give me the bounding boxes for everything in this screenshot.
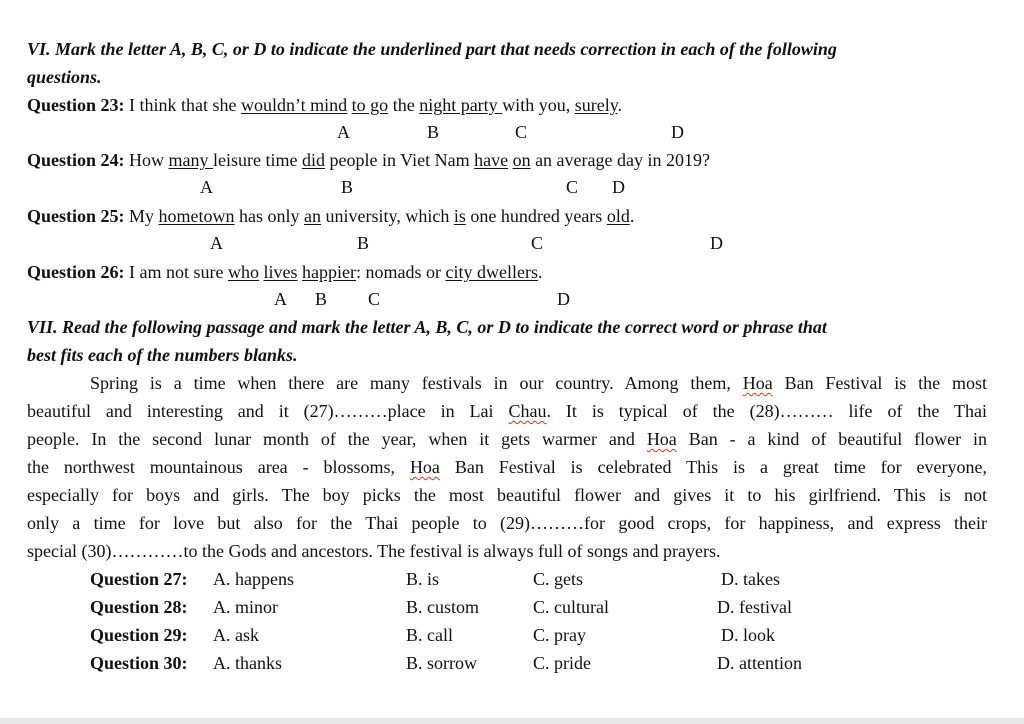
passage-line-1 bbox=[90, 372, 987, 394]
passage-word: Hoa bbox=[409, 457, 440, 477]
question-25-letters bbox=[0, 232, 1024, 254]
letter-b: B bbox=[357, 233, 370, 253]
letter-c: C bbox=[368, 289, 381, 309]
letter-c: C bbox=[566, 177, 579, 197]
option-b: B. call bbox=[406, 625, 453, 645]
question-text: . bbox=[617, 95, 623, 115]
option-a-underlined: many bbox=[168, 150, 214, 170]
passage-text: the northwest mountainous area - blossoms, bbox=[27, 457, 410, 477]
passage-line-6: only a time for love but also for the Thai people to (29)………for good crops, for happiness, and express their bbox=[27, 513, 987, 533]
question-label: Question 28: bbox=[90, 597, 188, 617]
question-label: Question 29: bbox=[90, 625, 188, 645]
question-text: people in Viet Nam bbox=[325, 150, 475, 170]
passage-text: . It is typical of the (28)……… life of the Thai bbox=[546, 401, 987, 421]
question-24 bbox=[27, 149, 710, 171]
passage-text: beautiful and interesting and it (27)………place in Lai bbox=[27, 401, 509, 421]
option-a: A. thanks bbox=[213, 653, 282, 673]
passage-text: people. In the second lunar month of the year, when it gets warmer and bbox=[27, 429, 647, 449]
question-text: My bbox=[124, 206, 159, 226]
question-text: I am not sure bbox=[124, 262, 228, 282]
option-b: B. sorrow bbox=[406, 653, 477, 673]
letter-a: A bbox=[210, 233, 223, 253]
question-23-letters bbox=[0, 121, 1024, 143]
option-d: D. festival bbox=[717, 597, 792, 617]
passage-line-5: especially for boys and girls. The boy picks the most beautiful flower and gives it to his girlfriend. This is not bbox=[27, 485, 987, 505]
question-label: Question 25: bbox=[27, 206, 125, 226]
question-text: . bbox=[537, 262, 543, 282]
passage-line-7: special (30)…………to the Gods and ancestors. The festival is always full of songs and prayers. bbox=[27, 541, 721, 561]
passage-line-4 bbox=[27, 456, 987, 478]
option-b: B. is bbox=[406, 569, 440, 589]
option-c-underlined: happier bbox=[302, 262, 356, 282]
section-7-heading-line-1: VII. Read the following passage and mark the letter A, B, C, or D to indicate the correct word or phrase that bbox=[27, 317, 827, 337]
option-a-underlined: wouldn’t mind bbox=[241, 95, 348, 115]
option-d-underlined: old bbox=[606, 206, 630, 226]
option-d: D. takes bbox=[721, 569, 780, 589]
letter-c: C bbox=[515, 122, 528, 142]
question-text: : nomads or bbox=[355, 262, 446, 282]
question-26-letters bbox=[0, 288, 1024, 310]
question-text: university, which bbox=[321, 206, 454, 226]
letter-a: A bbox=[200, 177, 213, 197]
option-a-underlined: who bbox=[228, 262, 259, 282]
option-b-underlined: to go bbox=[351, 95, 389, 115]
letter-b: B bbox=[315, 289, 328, 309]
option-a: A. minor bbox=[213, 597, 278, 617]
letter-a: A bbox=[274, 289, 287, 309]
option-c: C. gets bbox=[533, 569, 584, 589]
passage-text: Spring is a time when there are many festivals in our country. Among them, bbox=[90, 373, 743, 393]
option-b-underlined: did bbox=[302, 150, 326, 170]
question-text: . bbox=[629, 206, 635, 226]
option-a-underlined: hometown bbox=[158, 206, 235, 226]
option-c: C. cultural bbox=[533, 597, 609, 617]
question-text: one hundred years bbox=[465, 206, 607, 226]
question-24-letters bbox=[0, 176, 1024, 198]
section-6-heading-line-1: VI. Mark the letter A, B, C, or D to indicate the underlined part that needs correction in each of the following bbox=[27, 39, 837, 59]
section-6-heading-line-2: questions. bbox=[27, 67, 102, 87]
passage-word: Hoa bbox=[646, 429, 677, 449]
passage-word: Chau bbox=[508, 401, 547, 421]
question-25 bbox=[27, 205, 634, 227]
option-c: C. pray bbox=[533, 625, 586, 645]
question-text: How bbox=[124, 150, 169, 170]
question-label: Question 30: bbox=[90, 653, 188, 673]
letter-d: D bbox=[612, 177, 625, 197]
question-text: with you, bbox=[502, 95, 575, 115]
letter-d: D bbox=[557, 289, 570, 309]
option-b: B. custom bbox=[406, 597, 480, 617]
passage-text: Ban - a kind of beautiful flower in bbox=[676, 429, 987, 449]
page-bottom-edge bbox=[0, 718, 1024, 724]
question-label: Question 23: bbox=[27, 95, 125, 115]
option-c-underlined: is bbox=[453, 206, 466, 226]
letter-d: D bbox=[671, 122, 684, 142]
option-c-underlined: night party bbox=[419, 95, 503, 115]
option-a: A. happens bbox=[213, 569, 294, 589]
option-a: A. ask bbox=[213, 625, 259, 645]
passage-text: Ban Festival is the most bbox=[772, 373, 987, 393]
letter-d: D bbox=[710, 233, 723, 253]
passage-line-2 bbox=[27, 400, 987, 422]
option-d: D. look bbox=[721, 625, 775, 645]
option-d: D. attention bbox=[717, 653, 802, 673]
option-c: C. pride bbox=[533, 653, 591, 673]
option-d-underlined: surely bbox=[574, 95, 618, 115]
section-7-heading-line-2: best fits each of the numbers blanks. bbox=[27, 345, 298, 365]
question-text: I think that she bbox=[124, 95, 241, 115]
option-c-underlined: have bbox=[474, 150, 509, 170]
question-label: Question 24: bbox=[27, 150, 125, 170]
passage-word: Hoa bbox=[742, 373, 773, 393]
passage-line-3 bbox=[27, 428, 987, 450]
question-text: has only bbox=[234, 206, 305, 226]
question-text: an average day in 2019? bbox=[530, 150, 710, 170]
question-text: leisure time bbox=[213, 150, 302, 170]
letter-b: B bbox=[341, 177, 354, 197]
option-b-underlined: an bbox=[304, 206, 322, 226]
question-text: the bbox=[388, 95, 420, 115]
question-label: Question 26: bbox=[27, 262, 125, 282]
option-d-underlined: on bbox=[512, 150, 531, 170]
letter-a: A bbox=[337, 122, 350, 142]
letter-b: B bbox=[427, 122, 440, 142]
question-26 bbox=[27, 261, 542, 283]
option-d-underlined: city dwellers bbox=[445, 262, 538, 282]
question-23 bbox=[27, 94, 622, 116]
question-label: Question 27: bbox=[90, 569, 188, 589]
option-b-underlined: lives bbox=[263, 262, 298, 282]
letter-c: C bbox=[531, 233, 544, 253]
passage-text: Ban Festival is celebrated This is a great time for everyone, bbox=[439, 457, 988, 477]
